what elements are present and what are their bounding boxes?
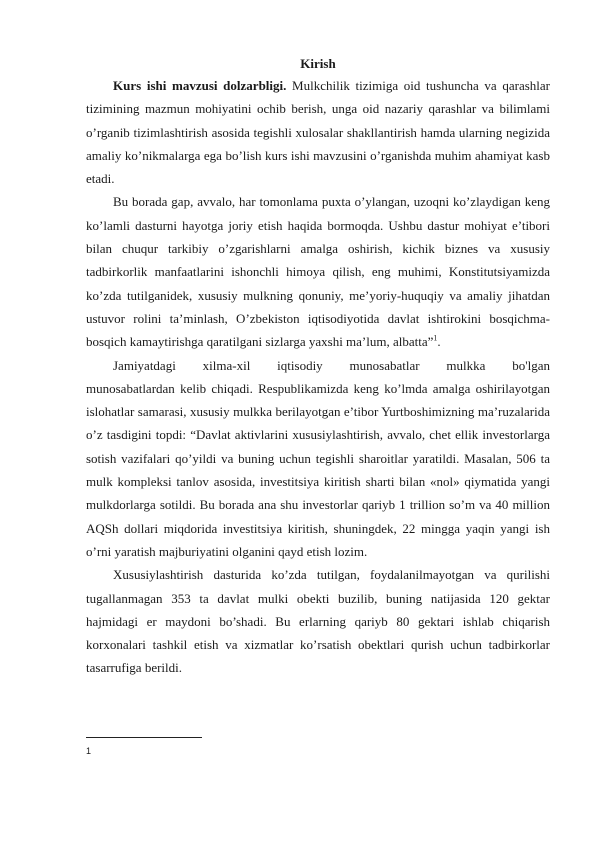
paragraph-program: Bu borada gap, avvalo, har tomonlama puxta o’ylangan, uzoqni ko’zlaydigan keng ko’lamli dasturni hayotga joriy etish haqida bormoqda. Ushbu dastur mohiyat e’tibori bilan chuqur tarkibiy o’zgarishlarni amalga oshirish, kichik biznes va xususiy tadbirkorlik manfaatlarini ishonchli himoya qilish, eng muhimi, Konstitutsiyamizda ko’zda tutilganidek, xususiy mulkning qonuniy, me’yoriy-huquqiy va amaliy jihatdan ustuvor rolini ta’minlash, O’zbekiston iqtisodiyotida davlat ishtirokini bosqichma-bosqich kamaytirishga qaratilgani sizlarga yaxshi ma’lum, albatta”$^1$. [86,194,550,350]
paragraph-privatization: Xususiylashtirish dasturida ko’zda tutilgan, foydalanilmayotgan va qurilishi tugallanmagan 353 ta davlat mulki obekti buzilib, buning natijasida 120 gektar hajmidagi er maydoni bo’shadi. Bu erlarning qariyb 80 gektari ishlab chiqarish korxonalari tashkil etish va xizmatlar ko’rsatish obektlari qurish uchun tadbirkorlar tasarrufiga berildi. [86,567,550,676]
paragraph-relevance [86,74,550,190]
footnote-ref[interactable]: 1 [433,333,438,343]
footnote-divider [86,737,202,738]
relevance-text: Mulkchilik tizimiga oid tushuncha va qarashlar tizimining mazmun mohiyatini ochib berish, unga oid nazariy qarashlar va bilimlami o’rganib tizimlashtirish asosida tegishli xulosalar shakllantirish hamda ularning negizida amaliy ko’nikmalarga ega bo’lish kurs ishi mavzusini o’rganishda muhim ahamiyat kasb etadi. [86,78,550,187]
paragraph-relations: munosabatlardan kelib chiqadi. Respublikamizda keng ko’lmda amalga oshirilayotgan islohatlar samarasi, xususiy mulkka berilayotgan e’tibor Yurtboshimizning ma’ruzalarida o’z tasdigini topdi: “Davlat aktivlarini xususiylashtirish, avvalo, chet ellik investorlarga sotish vazifalari qo’yildi va buning uchun tegishli sharoitlar yaratildi. Masalan, 506 ta mulk kompleksi tanlov asosida, investitsiya kiritish sharti bilan «nol» qiymatida yangi mulkdorlarga sotildi. Bu borada ana shu investorlar qariyb 1 trillion so’m va 40 million AQSh dollari miqdorida investitsiya kiritish, shuningdek, 22 mingga yaqin yangi ish o’rni yaratish majburiyatini olganini qayd etish lozim. [86,380,550,559]
footnote-number: 1 [86,746,92,756]
page-body [86,54,550,680]
page-title: Kirish [300,56,336,71]
relevance-heading: Kurs ishi mavzusi dolzarbligi. [113,78,287,93]
program-text: Bu borada gap, avvalo, har tomonlama puxta o’ylangan, uzoqni ko’zlaydigan keng ko’lamli dasturni hayotga joriy etish haqida bormoqda. Ushbu dastur mohiyat e’tibori bilan chuqur tarkibiy o’zgarishlarni amalga oshirish, kichik biznes va xususiy tadbirkorlik manfaatlarini ishonchli himoya qilish, eng muhimi, Konstitutsiyamizda ko’zda tutilganidek, xususiy mulkning qonuniy, me’yoriy-huquqiy va amaliy jihatdan ustuvor rolini ta’minlash, O’zbekiston iqtisodiyotida davlat ishtirokini bosqichma-bosqich kamaytirishga qaratilgani sizlarga yaxshi ma’lum, albatta” [86,194,550,350]
paragraph-relations-line1: Jamiyatdagi xilma-xil iqtisodiy munosabatlar mulkka bo'lgan [113,357,550,373]
